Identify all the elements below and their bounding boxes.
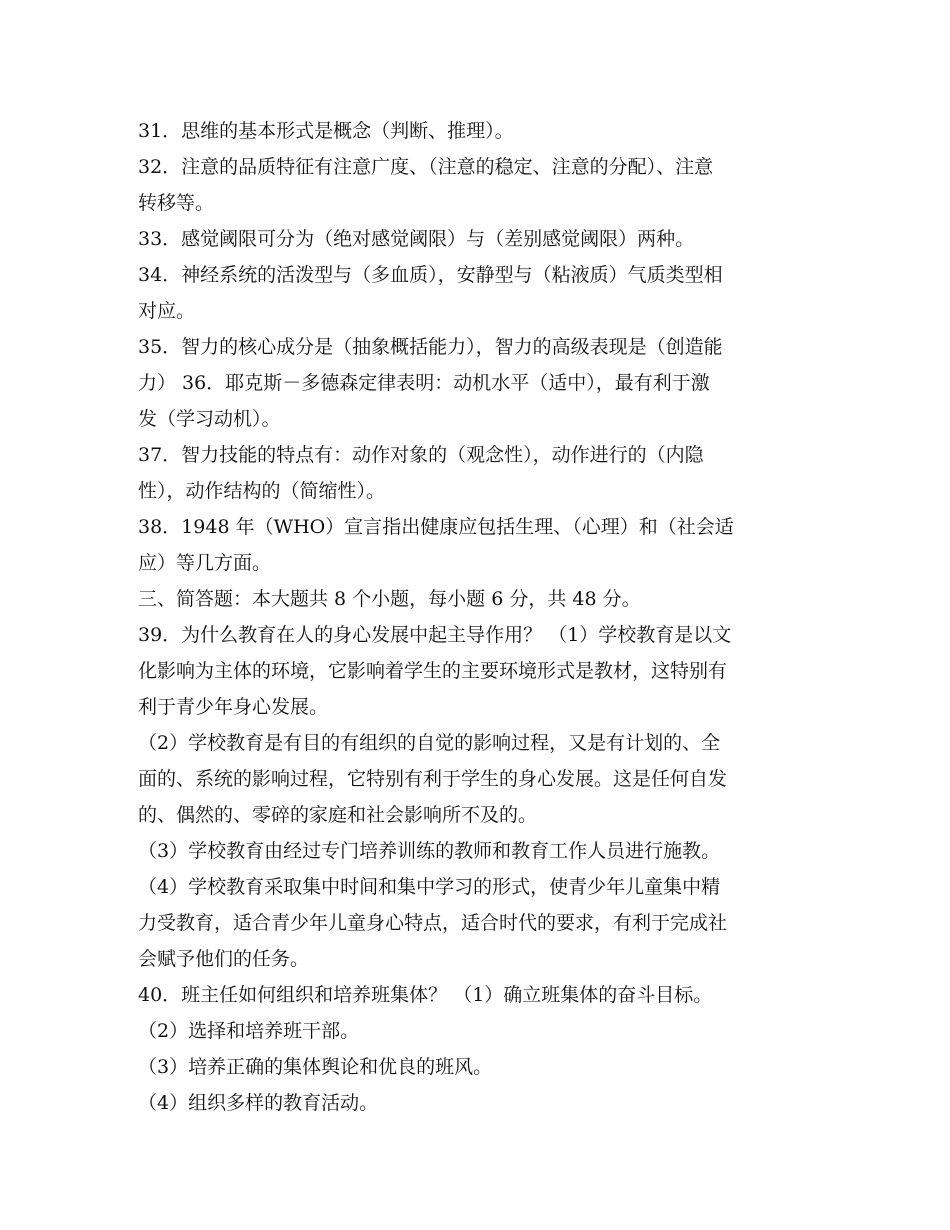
text-line: 34．神经系统的活泼型与（多血质），安静型与（粘液质）气质类型相	[138, 264, 723, 286]
text-line: 的、偶然的、零碎的家庭和社会影响所不及的。	[138, 804, 538, 826]
text-line: 38．1948 年（WHO）宣言指出健康应包括生理、（心理）和（社会适	[138, 516, 734, 538]
text-line: （3）培养正确的集体舆论和优良的班风。	[138, 1056, 493, 1078]
text-line: （2）选择和培养班干部。	[138, 1020, 360, 1042]
text-line: 会赋予他们的任务。	[138, 948, 310, 970]
text-line: 力受教育，适合青少年儿童身心特点，适合时代的要求，有利于完成社	[138, 912, 728, 934]
text-line: 32．注意的品质特征有注意广度、（注意的稳定、注意的分配）、注意	[138, 156, 714, 178]
text-line: （4）学校教育采取集中时间和集中学习的形式，使青少年儿童集中精	[138, 876, 721, 898]
text-line: 40．班主任如何组织和培养班集体？ （1）确立班集体的奋斗目标。	[138, 984, 713, 1006]
text-line: 力） 36．耶克斯－多德森定律表明：动机水平（适中），最有利于激	[138, 372, 710, 394]
text-line: 性），动作结构的（简缩性）。	[138, 480, 386, 502]
text-line: 转移等。	[138, 192, 215, 214]
text-line: （3）学校教育由经过专门培养训练的教师和教育工作人员进行施教。	[138, 840, 721, 862]
text-line: 35．智力的核心成分是（抽象概括能力），智力的高级表现是（创造能	[138, 336, 723, 358]
text-line: （4）组织多样的教育活动。	[138, 1092, 379, 1114]
text-line: 37．智力技能的特点有：动作对象的（观念性），动作进行的（内隐	[138, 444, 704, 466]
text-line: 39．为什么教育在人的身心发展中起主导作用？ （1）学校教育是以文	[138, 624, 732, 646]
text-line: 33．感觉阈限可分为（绝对感觉阈限）与（差别感觉阈限）两种。	[138, 228, 695, 250]
text-line: 面的、系统的影响过程，它特别有利于学生的身心发展。这是任何自发	[138, 768, 728, 790]
document-body	[138, 113, 814, 1121]
text-line: （2）学校教育是有目的有组织的自觉的影响过程，又是有计划的、全	[138, 732, 721, 754]
text-line: 化影响为主体的环境，它影响着学生的主要环境形式是教材，这特别有	[138, 660, 728, 682]
section-heading: 三、简答题：本大题共 8 个小题，每小题 6 分，共 48 分。	[138, 588, 641, 610]
text-line: 应）等几方面。	[138, 552, 272, 574]
text-line: 发（学习动机）。	[138, 408, 281, 430]
text-line: 31．思维的基本形式是概念（判断、推理）。	[138, 120, 514, 142]
text-line: 对应。	[138, 300, 196, 322]
text-line: 利于青少年身心发展。	[138, 696, 329, 718]
